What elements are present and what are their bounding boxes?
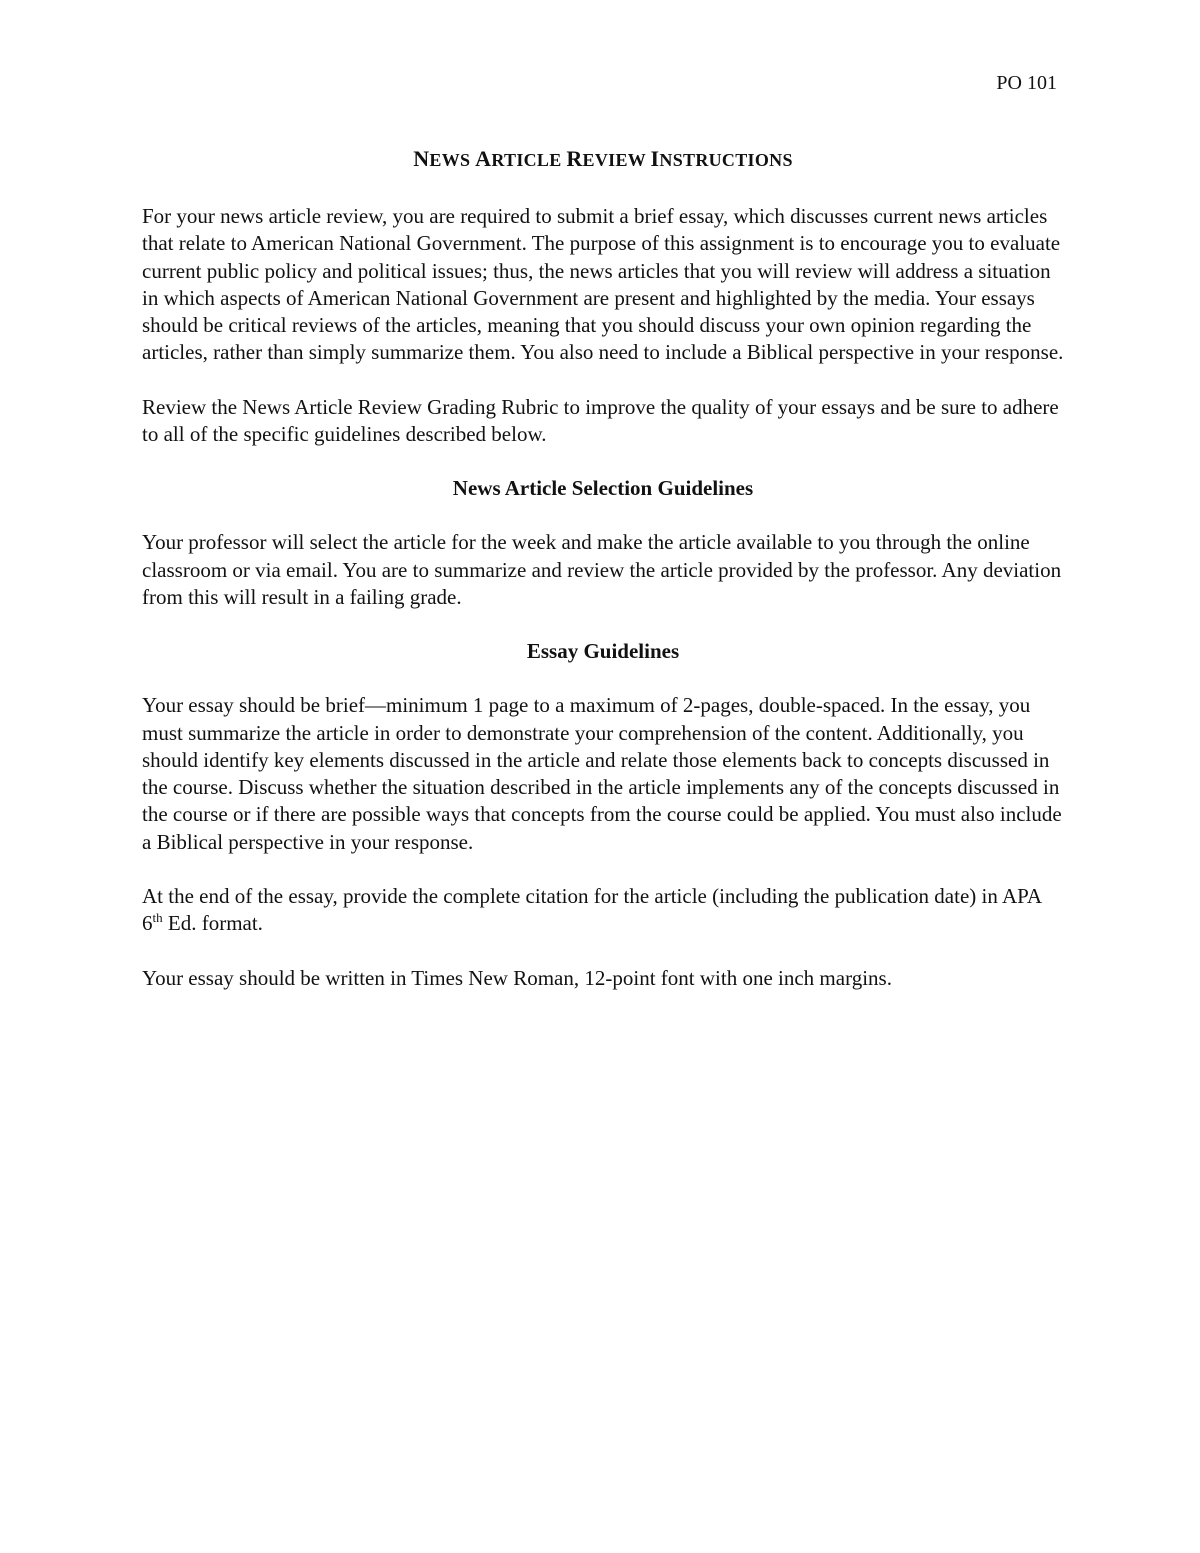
- title-rest-article: RTICLE: [491, 150, 567, 170]
- title-cap-r: R: [566, 146, 583, 171]
- intro-paragraph: For your news article review, you are required to submit a brief essay, which discusses current news articles that relate to American National Government. The purpose of this assignment is to encourage you to evaluate current public policy and political issues; thus, the news articles that you will review will address a situation in which aspects of American National Government are present and highlighted by the media. Your essays should be critical reviews of the articles, meaning that you should discuss your own opinion regarding the articles, rather than simply summarize them. You also need to include a Biblical perspective in your response.: [142, 204, 1064, 365]
- essay-guidelines-heading: Essay Guidelines: [526, 639, 680, 664]
- title-cap-n: N: [413, 146, 430, 171]
- citation-paragraph: [142, 883, 1064, 938]
- rubric-paragraph: Review the News Article Review Grading Rubric to improve the quality of your essays and be sure to adhere to all of the specific guidelines described below.: [142, 394, 1059, 447]
- citation-text-start: At the end of the essay, provide the complete citation for the article (including the publication date) in APA 6: [142, 884, 1041, 936]
- title-rest-review: EVIEW: [582, 150, 651, 170]
- document-title: [142, 144, 1064, 175]
- document-body: [142, 144, 1064, 1019]
- formatting-paragraph: Your essay should be written in Times New Roman, 12-point font with one inch margins.: [142, 965, 892, 990]
- title-cap-a: A: [475, 146, 492, 171]
- essay-length-paragraph: Your essay should be brief—minimum 1 page to a maximum of 2-pages, double-spaced. In the essay, you must summarize the article in order to demonstrate your comprehension of the content. Additionally, you should identify key elements discussed in the article and relate those elements back to concepts discussed in the course. Discuss whether the situation described in the article implements any of the concepts discussed in the course or if there are possible ways that concepts from the course could be applied. You must also include a Biblical perspective in your response.: [142, 693, 1062, 854]
- course-code: PO 101: [996, 72, 1057, 94]
- selection-guidelines-paragraph: Your professor will select the article for the week and make the article available to you through the online classroom or via email. You are to summarize and review the article provided by the professor. Any deviation from this will result in a failing grade.: [142, 530, 1062, 609]
- selection-guidelines-heading: News Article Selection Guidelines: [452, 476, 754, 501]
- citation-superscript: th: [152, 910, 163, 926]
- title-cap-i: I: [650, 146, 660, 171]
- title-rest-news: EWS: [429, 150, 476, 170]
- citation-text-end: Ed. format.: [162, 911, 263, 936]
- title-rest-instructions: NSTRUCTIONS: [659, 150, 793, 170]
